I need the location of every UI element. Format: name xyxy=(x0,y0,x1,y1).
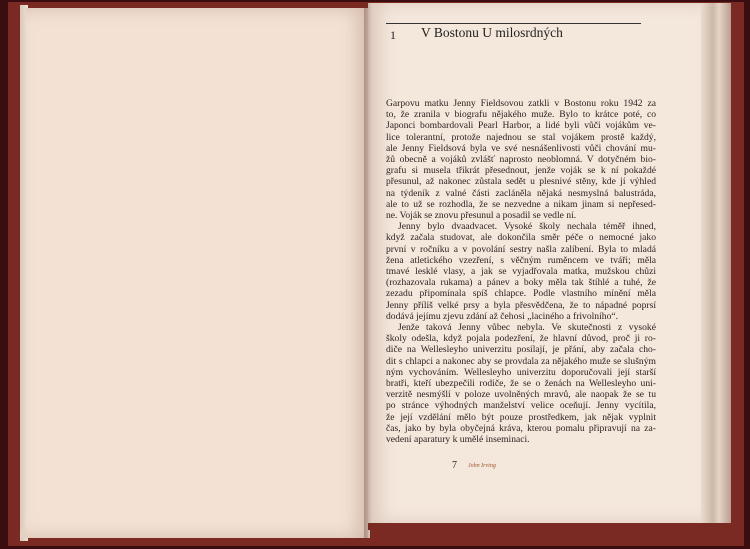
text-line: když začala studovat, ale dokončila směr péče o nemocné jako xyxy=(386,232,656,244)
left-page-blank xyxy=(26,8,368,538)
body-text xyxy=(386,98,656,445)
text-line: diče na Wellesleyho univerzitu posílají, je přání, aby začala cho- xyxy=(386,344,656,356)
text-line: Japonci bombardovali Pearl Harbor, a lidé byli vůči vojákům ve- xyxy=(386,120,656,132)
text-line: lice tolerantní, protože najednou se stal vojákem prostě každý, xyxy=(386,131,656,143)
text-line: ne. Voják se znovu přesunul a posadil se vedle ní. xyxy=(386,210,577,222)
text-line: dodává jejímu zjevu zdání až čehosi „laciného a frivolního“. xyxy=(386,310,619,322)
text-line: žů obecně a vojáků zvlášť naprosto neoblomná. V dotyčném bio- xyxy=(386,154,656,166)
text-line: Jenny příliš velké prsy a byla přesvědčena, že to nápadné poprsí xyxy=(386,299,656,311)
book-gutter xyxy=(364,3,372,538)
text-line: po stránce výhodných manželství velice oceňují. Jenny vycítila, xyxy=(386,400,656,412)
chapter-number: 1 xyxy=(390,28,396,42)
text-line: Garpovu matku Jenny Fieldsovou zatkli v Bostonu roku 1942 za xyxy=(386,98,656,109)
text-line: vedení aparatury k umělé inseminaci. xyxy=(386,434,530,446)
text-line: tmavé lesklé vlasy, a jak se vyjadřovala matka, mužskou chůzi xyxy=(386,266,656,278)
text-line: Jenže taková Jenny vůbec nebyla. Ve skutečnosti z vysoké xyxy=(398,322,656,334)
text-line: Jenny bylo dvaadvacet. Vysoké školy nechala téměř ihned, xyxy=(398,221,656,233)
text-line: ale to už se rozhodla, že se nezvedne a nikam jinam si nepřesed- xyxy=(386,198,656,210)
text-line: na týdeník z valné části zacláněla nějaká nesmyslná balustráda, xyxy=(386,187,656,199)
chapter-title: V Bostonu U milosrdných xyxy=(421,25,563,40)
text-line: ným vychováním. Wellesleyho univerzitu doporučovali její starší xyxy=(386,366,656,378)
page-stack-edge xyxy=(701,3,731,523)
text-line: to, že zranila v biografu nějakého muže. Bylo to krátce poté, co xyxy=(386,109,656,121)
text-line: bratři, kteří ubezpečili rodiče, že se o ženách na Wellesleyho uni- xyxy=(386,378,656,390)
page-number: 7 xyxy=(452,460,457,471)
paragraph xyxy=(386,221,656,322)
text-line: grafu si musela třikrát přesednout, jenže voják se k ní pokaždé xyxy=(386,165,656,177)
text-line: zezadu připomínala spíš chlapce. Podle vlastního mínění měla xyxy=(386,288,656,300)
text-line: dit s chlapci a nakonec aby se provdala za nějakého muže se slušným xyxy=(386,355,656,367)
text-line: ale Jenny Fieldsová byla ve své nesnášenlivosti vůči chování mu- xyxy=(386,142,656,154)
paragraph xyxy=(386,98,656,221)
text-line: žena atletického vzezření, s věčným ruměncem ve tváři; měla xyxy=(386,254,656,266)
paragraph xyxy=(386,322,656,445)
text-line: verzitě nesmýšlí v poloze uvolněných mravů, ale naopak že se tu xyxy=(386,389,656,401)
text-line: první v ročníku a v povolání sestry našla zalíbení. Byla to mladá xyxy=(386,243,656,255)
running-foot: John Irving xyxy=(468,463,496,469)
text-line: (rozhazovala rukama) a pánev a boky měla tak štíhlé a tuhé, že xyxy=(386,277,656,289)
text-line: přesunul, až nakonec zůstala sedět u plesnivé stěny, kde jí výhled xyxy=(386,176,656,188)
text-line: školy odešla, když pojala podezření, že hlavní důvod, proč ji ro- xyxy=(386,333,656,345)
text-line: čas, jako by byla obyčejná kráva, kterou pomalu připravují na za- xyxy=(386,422,656,434)
chapter-rule xyxy=(386,23,641,24)
text-line: že její vzdělání mělo být pouze prostředkem, jak nějak vyplnit xyxy=(386,411,656,423)
